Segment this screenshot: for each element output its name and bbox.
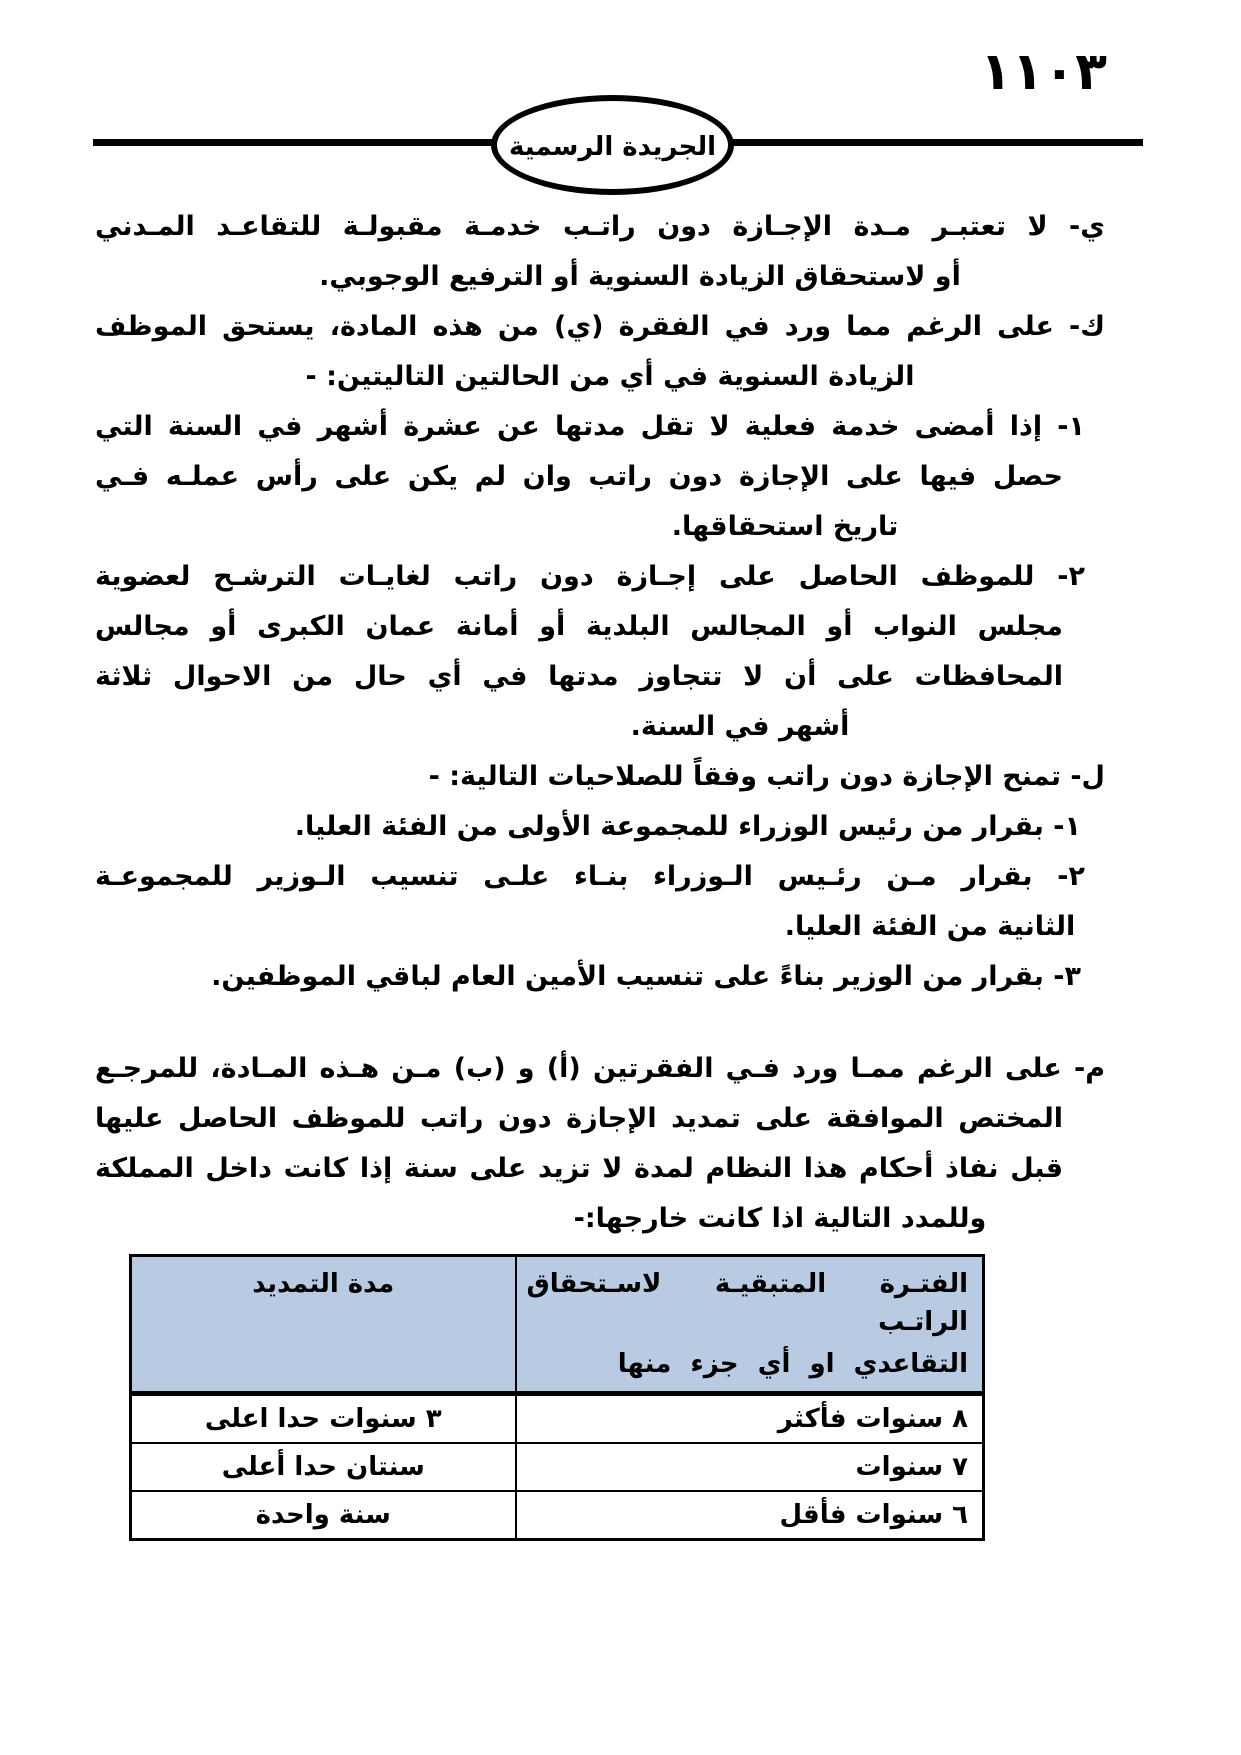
text-line: ٢- للموظف الحاصل على إجـازة دون راتب لغايـات الترشـح لعضوية	[95, 561, 1085, 592]
text-line: م- على الرغم ممـا ورد فـي الفقرتين (أ) و (ب) مـن هـذه المـادة، للمرجـع	[95, 1053, 1105, 1084]
text-line: ٣- بقرار من الوزير بناءً على تنسيب الأمين العام لباقي الموظفين.	[211, 961, 1081, 992]
text-line: ك- على الرغم مما ورد في الفقرة (ي) من هذه المادة، يستحق الموظف	[95, 311, 1105, 342]
table-header-extension-label: مدة التمديد	[252, 1269, 395, 1299]
table-cell-extension-duration: ٣ سنوات حدا اعلى	[204, 1404, 442, 1434]
text-line: ١- بقرار من رئيس الوزراء للمجموعة الأولى من الفئة العليا.	[294, 811, 1081, 842]
table-header-remaining-period	[515, 1257, 983, 1391]
page-header	[0, 0, 1241, 202]
table-cell-remaining-period: ٧ سنوات	[515, 1444, 983, 1490]
table-header-row	[132, 1257, 982, 1394]
text-line: الثانية من الفئة العليا.	[784, 911, 1076, 942]
table-cell-remaining-period: ٦ سنوات فأقل	[515, 1492, 983, 1538]
masthead-title: الجريدة الرسمية	[509, 132, 716, 162]
text-line: المختص الموافقة على تمديد الإجازة دون راتب للموظف الحاصل عليها	[95, 1103, 1063, 1134]
table-cell-remaining-period: ٨ سنوات فأكثر	[515, 1396, 983, 1442]
page-number: ١١٠٣	[980, 42, 1107, 102]
table-row	[132, 1442, 982, 1490]
text-line: وللمدد التالية اذا كانت خارجها:-	[573, 1203, 987, 1234]
paragraph-gap	[95, 1002, 1105, 1044]
text-line: الزيادة السنوية في أي من الحالتين التاليتين: -	[305, 361, 915, 392]
text-line: أشهر في السنة.	[630, 711, 850, 742]
text-line: مجلس النواب أو المجالس البلدية أو أمانة عمان الكبرى أو مجالس	[95, 611, 1063, 642]
table-cell-extension-duration: سنة واحدة	[255, 1500, 391, 1530]
text-line: تاريخ استحقاقها.	[671, 511, 899, 542]
text-line: ل- تمنح الإجازة دون راتب وفقاً للصلاحيات التالية: -	[428, 761, 1105, 792]
table-cell-extension-duration: سنتان حدا أعلى	[221, 1452, 425, 1482]
extension-periods-table	[129, 1254, 985, 1541]
table-header-remaining-period-line2: التقاعدي او أي جزء منها	[617, 1349, 968, 1379]
text-line: المحافظات على أن لا تتجاوز مدتها في أي حال من الاحوال ثلاثة	[95, 661, 1063, 692]
table-header-extension-duration	[132, 1257, 515, 1391]
text-line: ١- إذا أمضى خدمة فعلية لا تقل مدتها عن عشرة أشهر في السنة التي	[95, 411, 1085, 442]
text-line: ٢- بقرار مـن رئـيس الـوزراء بنـاء علـى تنسيب الـوزير للمجموعـة	[95, 861, 1085, 892]
table-row	[132, 1490, 982, 1538]
table-header-remaining-period-line1: الفتـرة المتبقيـة لاسـتحقاق الراتـب	[526, 1269, 968, 1337]
text-line: ي- لا تعتبـر مـدة الإجـازة دون راتـب خدمـة مقبولـة للتقاعـد المـدني	[95, 211, 1105, 242]
text-line: قبل نفاذ أحكام هذا النظام لمدة لا تزيد على سنة إذا كانت داخل المملكة	[95, 1153, 1063, 1184]
masthead-seal-oval	[491, 95, 734, 195]
text-line: أو لاستحقاق الزيادة السنوية أو الترفيع الوجوبي.	[319, 261, 961, 292]
article-text	[0, 202, 1241, 1541]
table-row	[132, 1394, 982, 1442]
text-line: حصل فيها على الإجازة دون راتب وان لم يكن على رأس عملـه فـي	[95, 461, 1063, 492]
